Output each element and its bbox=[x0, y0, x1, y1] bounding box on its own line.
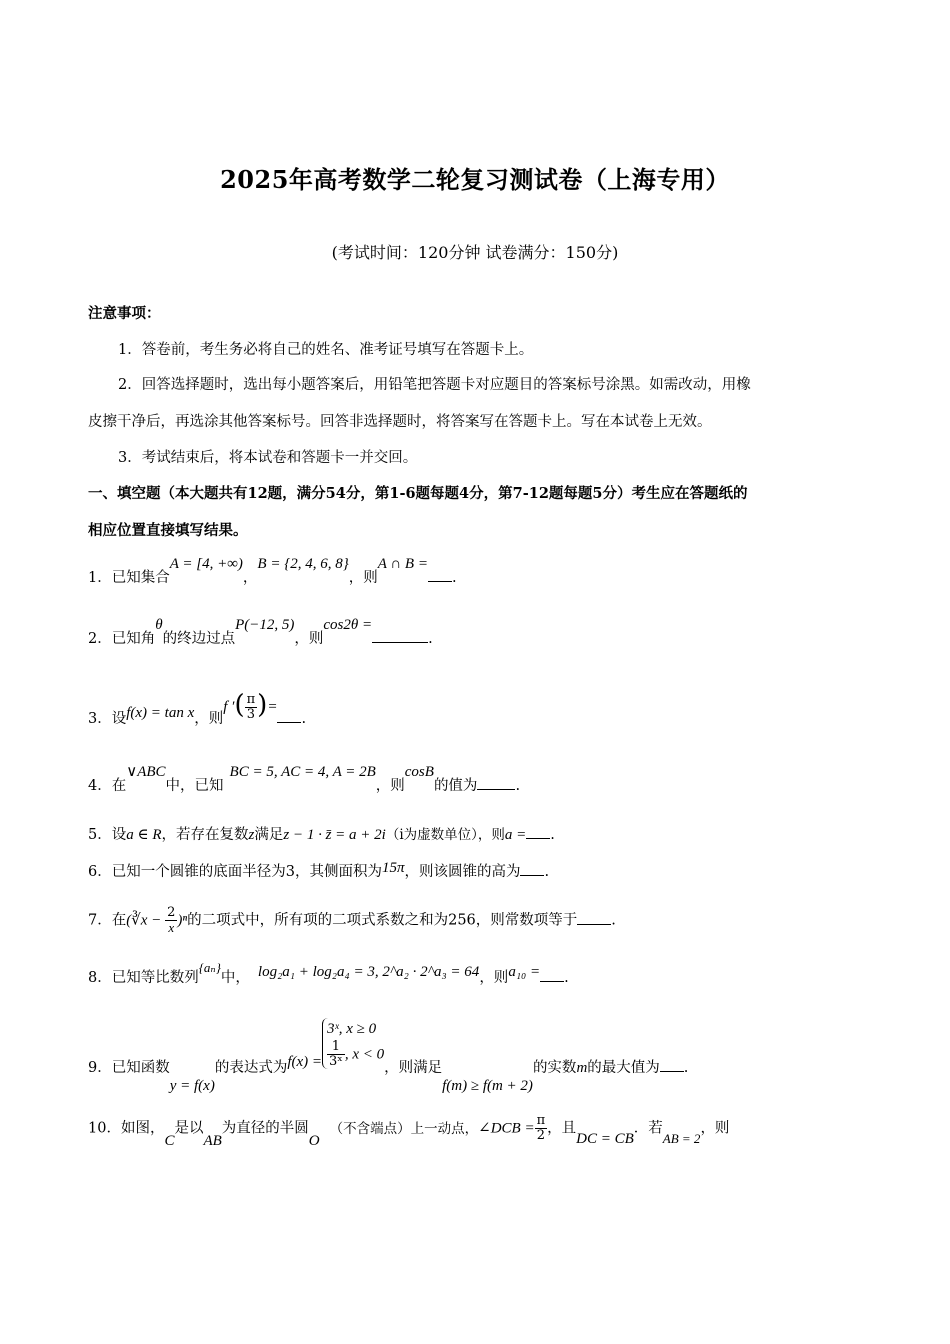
q10-num: π bbox=[536, 1113, 546, 1128]
q8-end: . bbox=[564, 970, 569, 986]
q2-theta: θ bbox=[155, 617, 163, 633]
q4-text-3: ，则 bbox=[375, 778, 405, 794]
q10-angle: ∠DCB = bbox=[478, 1120, 535, 1137]
q10-text-3: 为直径的半圆 bbox=[221, 1120, 309, 1137]
note-item-2-cont: 皮擦干净后，再选涂其他答案标号。回答非选择题时，将答案写在答题卡上。写在本试卷上无效。 bbox=[88, 414, 712, 430]
q1-sep: ， bbox=[242, 570, 258, 586]
q7-num: 2 bbox=[167, 905, 176, 920]
q5-text-4: （i为虚数单位），则 bbox=[385, 827, 505, 843]
q1-end: . bbox=[451, 570, 457, 586]
question-6 bbox=[88, 860, 549, 881]
q9-text-2: 的表达式为 bbox=[214, 1059, 288, 1076]
note-item-2: 2．回答选择题时，选出每小题答案后，用铅笔把答题卡对应题目的答案标号涂黑。如需改动，用橡 bbox=[118, 377, 751, 393]
q3-den: 3 bbox=[246, 706, 256, 722]
q5-equation: z − 1 · z̄ = a + 2i bbox=[283, 827, 386, 843]
q9-num: 1 bbox=[327, 1040, 345, 1055]
q7-text: 7．在 bbox=[88, 912, 127, 929]
q10-text-7: ，则 bbox=[700, 1120, 730, 1137]
q1-text-2: ，则 bbox=[348, 570, 378, 586]
q4-conditions: BC = 5, AC = 4, A = 2B bbox=[229, 764, 376, 780]
q10-c: C bbox=[164, 1132, 175, 1149]
question-10 bbox=[88, 1113, 730, 1149]
q9-inequality: f(m) ≥ f(m + 2) bbox=[442, 1077, 533, 1094]
note-item-3: 3．考试结束后，将本试卷和答题卡一并交回。 bbox=[118, 450, 418, 466]
exam-info: (考试时间：120分钟 试卷满分：150分) bbox=[331, 243, 619, 262]
q10-text-4: （不含端点）上一动点， bbox=[329, 1120, 479, 1137]
q9-function: y = f(x) bbox=[169, 1077, 215, 1094]
section-heading-cont: 相应位置直接填写结果。 bbox=[88, 522, 248, 539]
q10-o: O bbox=[308, 1132, 320, 1149]
q9-text-3: ，则满足 bbox=[384, 1059, 443, 1076]
q10-ab: AB bbox=[203, 1132, 222, 1149]
q10-fraction bbox=[535, 1114, 548, 1143]
answer-blank bbox=[277, 710, 301, 723]
q10-text: 10．如图， bbox=[88, 1120, 165, 1137]
question-5 bbox=[88, 823, 555, 844]
q3-num: π bbox=[246, 691, 256, 707]
q3-text-2: ，则 bbox=[194, 711, 224, 727]
note-item-1: 1．答卷前，考生务必将自己的姓名、准考证号填写在答题卡上。 bbox=[118, 342, 534, 358]
q5-text: 5．设 bbox=[88, 827, 127, 843]
q8-text-3: ，则 bbox=[479, 970, 509, 986]
q1-set-a: A = [4, +∞) bbox=[169, 556, 243, 572]
q10-text-2: 是以 bbox=[174, 1120, 204, 1137]
q9-den: 3ˣ bbox=[329, 1054, 343, 1069]
question-7 bbox=[88, 906, 616, 935]
section-heading: 一、填空题（本大题共有12题，满分54分，第1-6题每题4分，第7-12题每题5分）考生应在答题纸的 bbox=[88, 485, 748, 502]
q8-text: 8．已知等比数列 bbox=[88, 970, 199, 986]
answer-blank bbox=[477, 777, 515, 790]
q4-text-2: 中，已知 bbox=[165, 778, 224, 794]
question-9 bbox=[88, 1014, 689, 1094]
q5-end: . bbox=[550, 827, 555, 843]
q2-point: P(−12, 5) bbox=[235, 617, 295, 633]
q9-case-2: , x < 0 bbox=[344, 1046, 385, 1063]
q2-text-2: 的终边过点 bbox=[162, 631, 236, 647]
q6-area: 15π bbox=[381, 860, 405, 876]
q5-text-3: 满足 bbox=[254, 827, 284, 843]
q7-text-2: 的二项式中，所有项的二项式系数之和为256，则常数项等于 bbox=[187, 912, 578, 929]
q3-paren-left: ( bbox=[234, 690, 245, 720]
q3-end: . bbox=[301, 711, 307, 727]
q4-end: . bbox=[515, 778, 521, 794]
answer-blank bbox=[428, 569, 452, 582]
q10-text-6: ．若 bbox=[633, 1120, 663, 1137]
answer-blank bbox=[372, 630, 428, 643]
notes-heading: 注意事项： bbox=[88, 305, 161, 322]
q9-m: m bbox=[576, 1059, 588, 1076]
q10-den: 2 bbox=[536, 1128, 545, 1143]
q9-text: 9．已知函数 bbox=[88, 1059, 170, 1076]
q1-text: 1．已知集合 bbox=[88, 570, 170, 586]
q6-text-2: ，则该圆锥的高为 bbox=[404, 864, 521, 880]
q7-fraction bbox=[165, 906, 177, 935]
answer-blank bbox=[540, 969, 564, 982]
q4-triangle: ∨ABC bbox=[126, 764, 166, 780]
q3-eq: = bbox=[267, 699, 278, 715]
q1-set-b: B = {2, 4, 6, 8} bbox=[257, 556, 349, 572]
q7-binomial-right: )ⁿ bbox=[177, 912, 188, 929]
q9-f-def: f(x) = bbox=[287, 1053, 323, 1070]
q7-den: x bbox=[168, 920, 175, 935]
q3-fraction bbox=[245, 693, 258, 722]
q3-func: f(x) = tan x bbox=[126, 705, 195, 721]
q5-text-2: ，若存在复数 bbox=[161, 827, 249, 843]
question-1 bbox=[88, 556, 457, 587]
question-3 bbox=[88, 690, 307, 734]
q4-text-4: 的值为 bbox=[433, 778, 478, 794]
q7-end: . bbox=[611, 912, 616, 929]
q9-text-4: 的实数 bbox=[532, 1059, 577, 1076]
q9-text-5: 的最大值为 bbox=[587, 1059, 660, 1076]
q4-text: 4．在 bbox=[88, 778, 127, 794]
q6-end: . bbox=[544, 864, 550, 880]
page-title: 2025年高考数学二轮复习测试卷（上海专用） bbox=[220, 165, 730, 194]
q7-binomial-left: (∛x − bbox=[126, 912, 166, 929]
q9-fraction bbox=[327, 1040, 345, 1069]
q8-sequence: {aₙ} bbox=[198, 960, 221, 975]
q8-conditions: log₂a₁ + log₂a₄ = 3, 2^a₂ · 2^a₃ = 64 bbox=[257, 964, 480, 980]
q2-end: . bbox=[428, 631, 433, 647]
q3-text: 3．设 bbox=[88, 711, 127, 727]
question-4 bbox=[88, 764, 521, 795]
q6-text: 6．已知一个圆锥的底面半径为3，其侧面积为 bbox=[88, 864, 382, 880]
q2-text-3: ，则 bbox=[294, 631, 324, 647]
q3-paren-right: ) bbox=[257, 690, 268, 720]
answer-blank bbox=[577, 912, 611, 925]
question-8 bbox=[88, 960, 569, 987]
answer-blank bbox=[526, 826, 550, 839]
answer-blank bbox=[660, 1059, 684, 1072]
q2-expr: cos2θ = bbox=[323, 617, 373, 633]
q5-a-in-r: a ∈ R bbox=[126, 827, 162, 843]
q2-text: 2．已知角 bbox=[88, 631, 156, 647]
q3-derivative: f ′ bbox=[223, 699, 235, 715]
answer-blank bbox=[520, 863, 544, 876]
q9-end: . bbox=[683, 1059, 689, 1076]
q10-dc-cb: DC = CB bbox=[576, 1130, 634, 1147]
q9-piecewise bbox=[322, 1018, 384, 1069]
q10-text-5: ，且 bbox=[547, 1120, 577, 1137]
q1-expr: A ∩ B = bbox=[377, 556, 428, 572]
q8-a10: a₁₀ = bbox=[508, 964, 541, 980]
q4-cosb: cosB bbox=[404, 764, 434, 780]
question-2 bbox=[88, 617, 433, 648]
q5-a-eq: a = bbox=[504, 827, 527, 843]
q9-case-1: 3ˣ, x ≥ 0 bbox=[327, 1021, 377, 1037]
q8-text-2: 中， bbox=[220, 970, 250, 986]
q5-z: z bbox=[248, 827, 255, 843]
q10-ab-length: AB = 2 bbox=[662, 1130, 701, 1146]
